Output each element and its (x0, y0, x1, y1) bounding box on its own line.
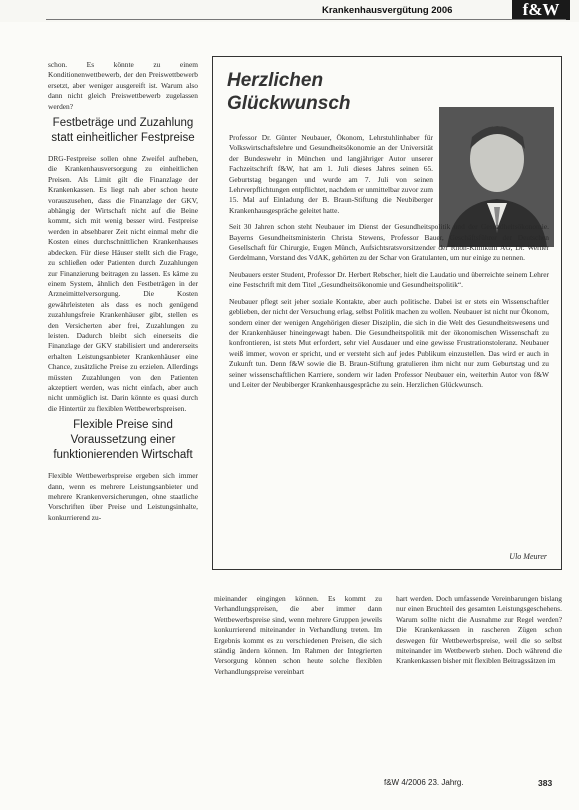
bottom-paragraph-2: hart werden. Doch umfassende Vereinbarungen bislang nur einen Bruchteil des gesamten Leistungsgeschehens. Warum sollte nicht die Ausnahme zur Regel werden? Die Krankenkassen in rascheren Zügen schon deswegen für Wettbewerbspreise, weil die so selbst miteinander im Wettbewerb stehen. Doch während die Krankenkassen bisher mit flexiblen Beitragssätzen im (396, 594, 562, 666)
box-paragraph-3: Neubauers erster Student, Professor Dr. Herbert Rebscher, hielt die Laudatio und überreichte seinem Lehrer eine Festschrift mit dem Titel „Gesundheitsökonomie und Gesundheitspolitik“. (229, 269, 549, 290)
subheading-festbetraege: Festbeträge und Zuzahlung statt einheitlicher Festpreise (51, 117, 195, 145)
box-title-line-1: Herzlichen (227, 70, 324, 91)
box-body (229, 133, 549, 396)
box-title (227, 69, 351, 115)
author-signature: Ulo Meurer (509, 552, 547, 561)
header-rule (46, 19, 566, 20)
box-paragraph-4: Neubauer pflegt seit jeher soziale Kontakte, aber auch politische. Dabei ist er stets ein Wissenschaftler geblieben, der nicht der Versuchung erlag, selbst Politik machen zu wollen. Neubauer ist nicht nur Ökonom, sondern einer der wenigen Angehörigen dieser Disziplin, die sich in die Welt des Gesundheitswesens und der Krankenhäuser hineingewagt haben. Die Gesundheitspolitik mit der ökonomischen Wissenschaft zu konfrontieren, ist stets Mut erfordert, sehr viel Ausdauer und eine gewisse Frustrationstoleranz. Neubauer weiß immer, wovon er spricht, und er versteht sich auf jedes Publikum einzustellen. Das wird er auch in Zukunft tun. Denn f&W sowie die B. Braun-Stiftung gratulieren ihm nicht nur zum Geburtstag und zu seiner wissenschaftlichen Karriere, sondern wir laden Professor Neubauer ein, weiterhin Autor von f&W und Leiter der Neubiberger Krankenhausgespräche zu sein. Herzlichen Glückwunsch. (229, 296, 549, 389)
box-paragraph-2: Seit 30 Jahren schon steht Neubauer im Dienst der Gesundheitspolitik und der Gesundheitsökonomie. Bayerns Gesundheitsministerin Christa Stewens, Professor Bauer, Geschäftsführer der Deutschen Gesellschaft für Chirurgie, Eugen Münch, Aufsichtsratsvorsitzender der Rhön-Klinikum AG, Dr. Werner Gerdelmann, Vorstand des VdAK, gehörten zu der Schar von Gratulanten, um nur einige zu nennen. (229, 222, 549, 263)
left-paragraph-2: DRG-Festpreise sollen ohne Zweifel aufheben, die Krankenhausversorgung zu einheitlichen Preisen. Als Limit gilt die Finanzlage der Krankenkassen. Es liegt nah aber schon heute vorauszusehen, dass die Finanzlage der GKV, abhängig der Wirtschaft nicht auf die Beine kommt, sich mit wenig besser wird. Festpreise werden in absehbarer Zeit nicht einmal mehr die Kosten eines durchschnittlichen Krankenhauses abdecken. Für diese Häuser stellt sich die Frage, zu schließen oder Patienten durch Zuzahlungen zur Finanzierung beitragen zu lassen. Es käme zu einem System, ähnlich den Festbeträgen in der Arzneimittelversorgung. Die Kosten gewährleisteten als dass es noch genügend zuzahlungsfreie Krankenhäuser gibt, stellen es den Versicherten aber frei, Zuzahlungen zu leisten. Dadurch bleibt sich einerseits die Finanzlage der GKV stabilisiert und andererseits erhalten Leistungsanbieter Krankenhäuser eine Chance, zusätzliche Preise zu erzielen. Allerdings müssten Zuzahlungen von den Patienten akzeptiert werden, was nicht einfach, aber auch nicht unmöglich ist. Darin könnte es quasi durch die Hintertür zu flexiblen Wettbewerbspreisen. (48, 154, 198, 413)
bottom-column-1 (214, 594, 382, 744)
left-paragraph-1: schon. Es könnte zu einem Konditionenwettbewerb, der den Preiswettbewerb ersetzt, aber weniger ausgereift ist. Warum also dann nicht gleich Preiswettbewerb zugelassen werden? (48, 60, 198, 111)
magazine-logo: f&W (512, 0, 570, 20)
bottom-paragraph-1: mieinander eingingen können. Es kommt zu Verhandlungspreisen, die aber immer dann Wettbewerbspreise sind, wenn mehrere Gruppen jeweils konkurrierend miteinander in Verhandlung treten. Im Ergebnis kommt es zu verschiedenen Preisen, die sich ständig ändern können. Im Rahmen der Integrierten Versorgung können schon heute solche flexiblen Verhandlungspreise vereinbart (214, 594, 382, 676)
congratulations-box (212, 56, 562, 570)
subheading-flexible-preise: Flexible Preise sind Voraussetzung einer funktionierenden Wirtschaft (53, 419, 193, 462)
page-number: 383 (538, 778, 553, 788)
box-paragraph-1: Professor Dr. Günter Neubauer, Ökonom, Lehrstuhlinhaber für Volkswirtschaftslehre und Gesundheitsökonomie an der Universität der Bundeswehr in München und langjähriger Autor unserer Fachzeitschrift f&W, hat am 1. Juli dieses Jahres seinen 65. Geburtstag begangen und wurde am 7. Juli von seinen Lehrverpflichtungen entpflichtet, nachdem er unmittelbar zuvor zum 15. Mal auf Einladung der B. Braun-Stiftung die Neubiberger Krankenhausgespräche geleitet hatte. (229, 133, 433, 215)
issue-footer: f&W 4/2006 23. Jahrg. (384, 778, 464, 787)
section-title: Krankenhausvergütung 2006 (322, 5, 453, 16)
left-paragraph-3: Flexible Wettbewerbspreise ergeben sich immer dann, wenn es mehrere Leistungsanbieter und mehrere Krankenversicherungen, ohne staatliche Vorschriften über Preise und Leistungsinhalte, konkurrierend zu- (48, 471, 198, 522)
bottom-column-2 (396, 594, 562, 744)
box-title-line-2: Glückwunsch (227, 93, 351, 114)
left-column (48, 60, 198, 735)
